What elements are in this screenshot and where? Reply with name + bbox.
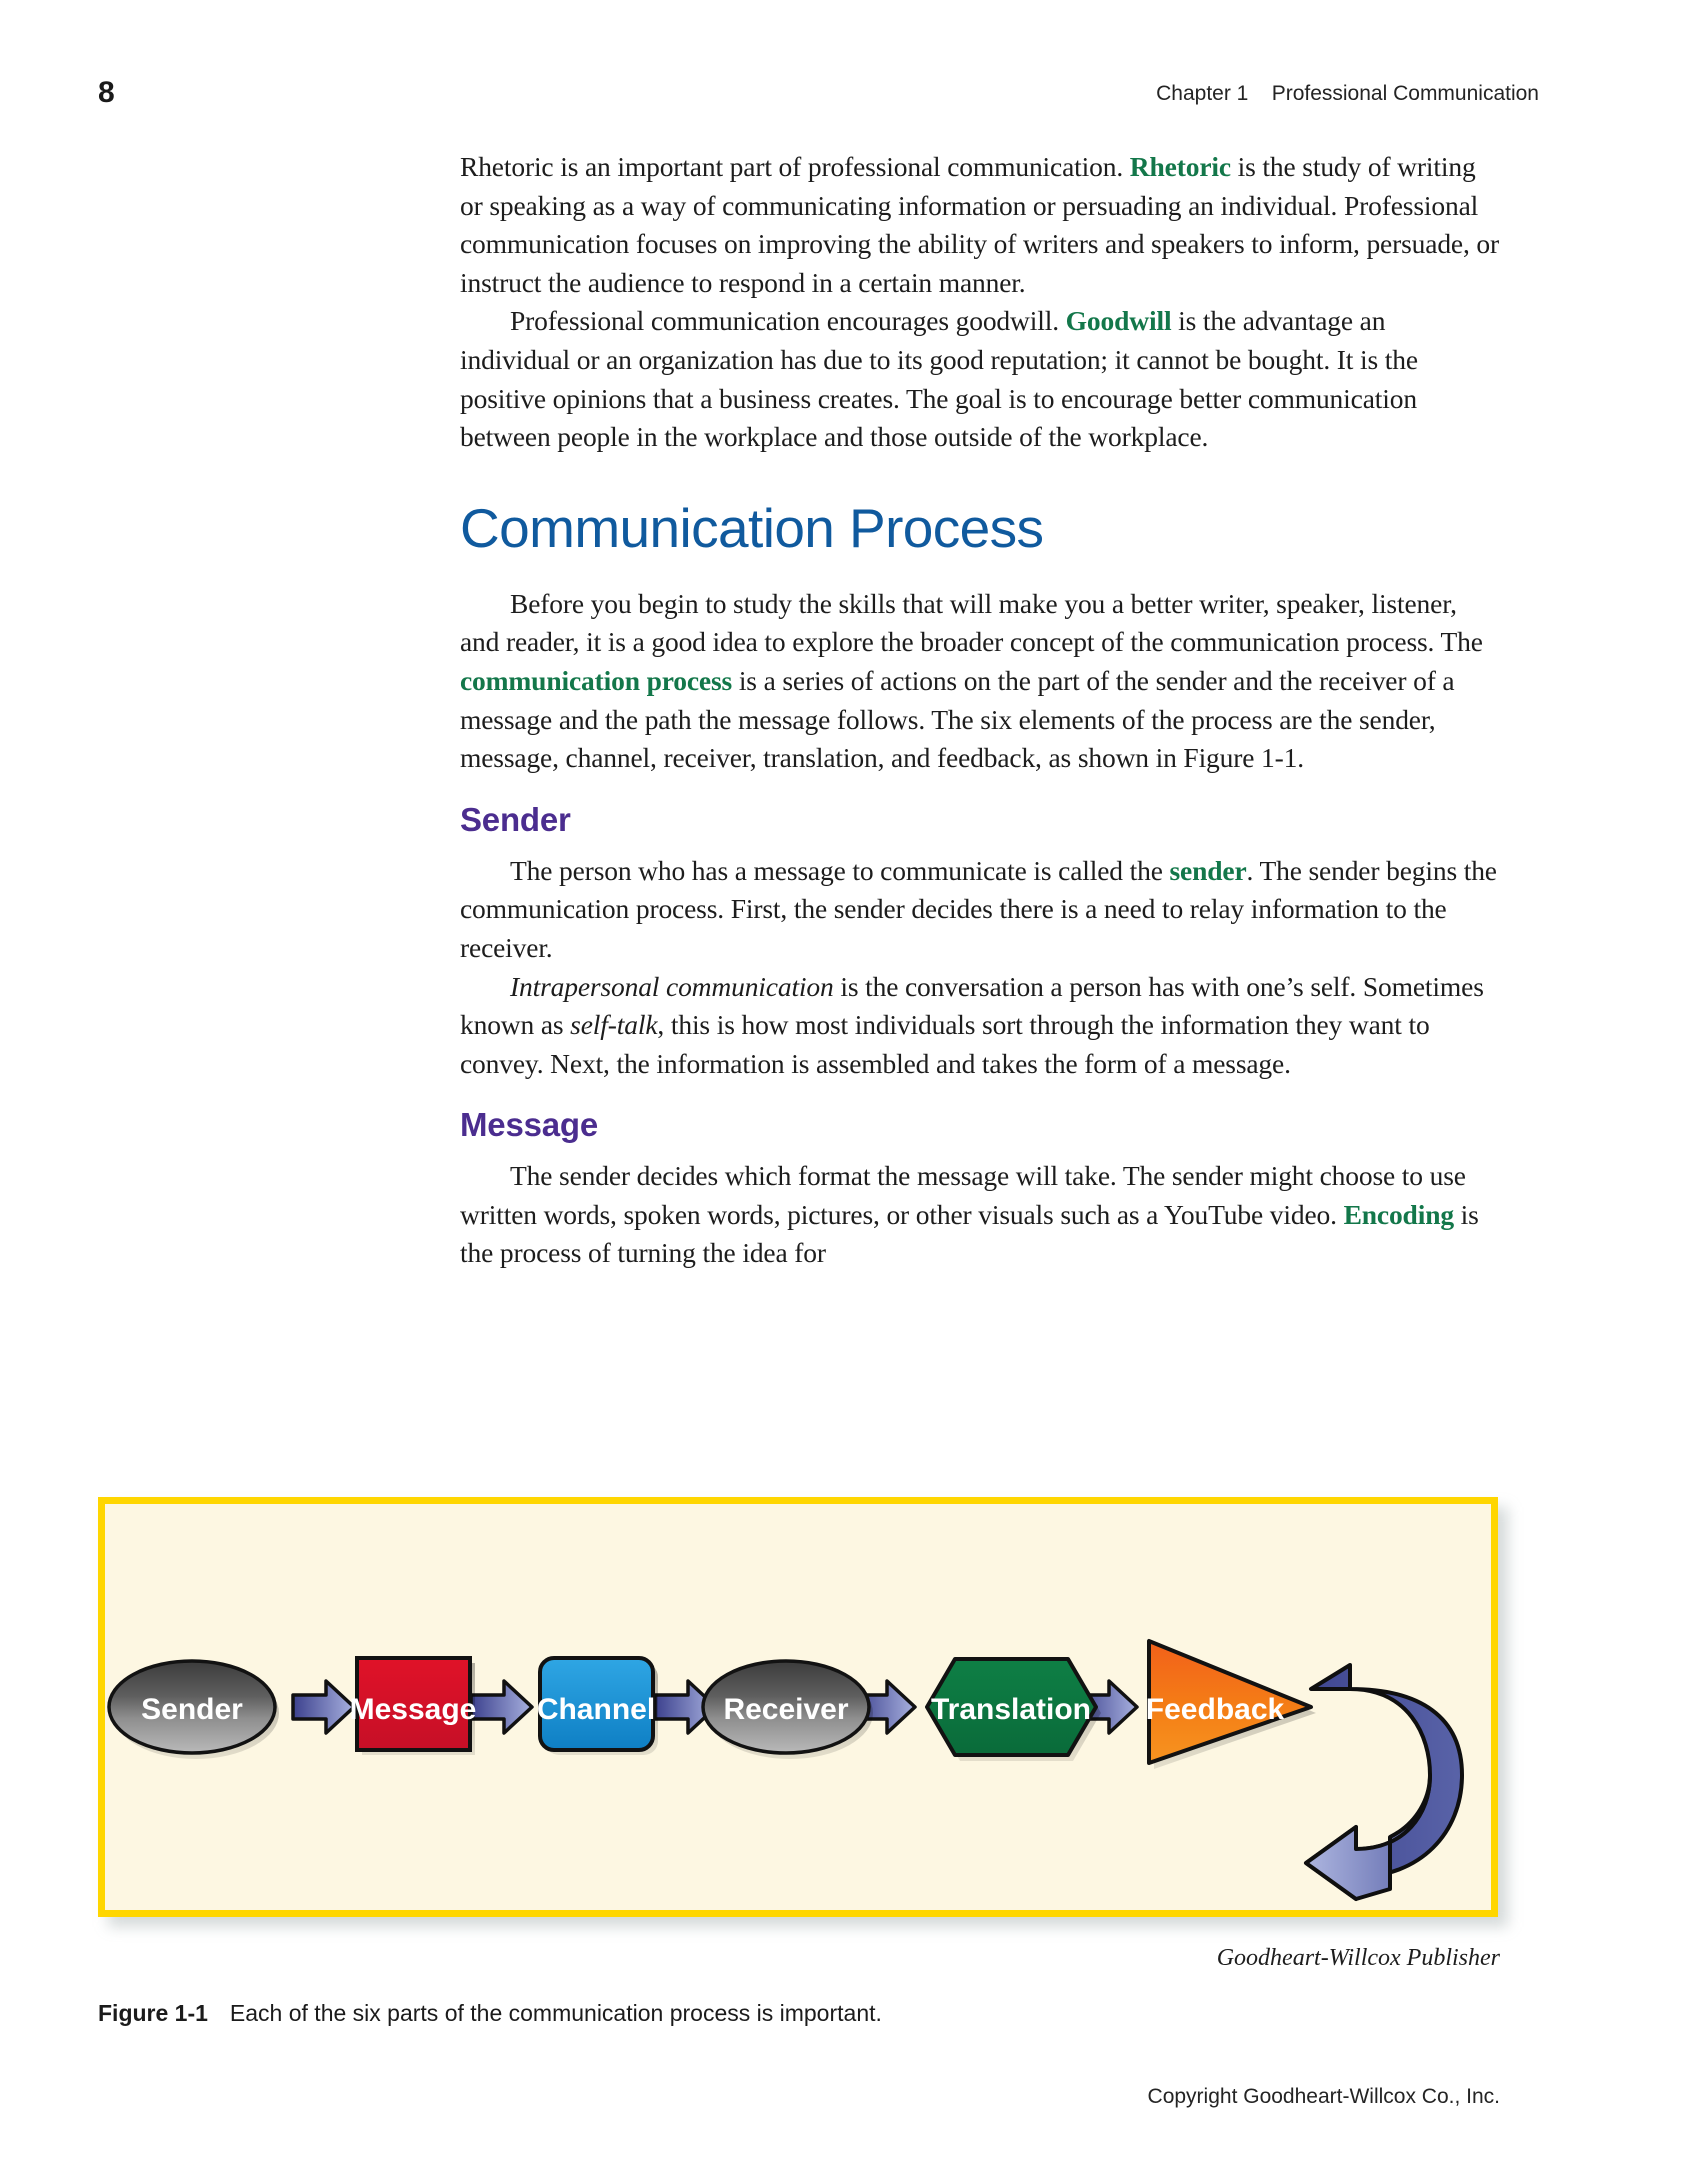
key-term-communication-process: communication process bbox=[460, 664, 733, 696]
paragraph-goodwill-before: Professional communication encourages goodwill. bbox=[510, 305, 1066, 337]
diagram-node-receiver-label: Receiver bbox=[723, 1693, 849, 1726]
diagram-node-channel-label: Channel bbox=[536, 1693, 656, 1726]
spacer-before-section-heading bbox=[460, 457, 1500, 497]
paragraph-sender-before: The person who has a message to communicate is called the bbox=[510, 854, 1170, 886]
sub-heading-sender: Sender bbox=[460, 800, 571, 838]
italic-term-self-talk: self-talk bbox=[570, 1009, 658, 1041]
paragraph-message-before: The sender decides which format the message will take. The sender might choose to use written words, spoken words, pictures, or other visuals such as a YouTube video. bbox=[460, 1160, 1466, 1230]
paragraph-goodwill bbox=[460, 302, 1500, 456]
paragraph-rhetoric-after: is the study of writing or speaking as a way of communicating information or persuading an individual. Professional communication focuses on improving the ability of writers and speakers to inform, persuade, or instruct the audience to respond in a certain manner. bbox=[460, 151, 1500, 298]
figure-caption bbox=[98, 2000, 1498, 2027]
figure-1-1 bbox=[98, 1497, 1498, 1917]
figure-caption-text: Each of the six parts of the communication process is important. bbox=[229, 2000, 882, 2026]
sub-heading-message: Message bbox=[460, 1106, 599, 1144]
figure-credit: Goodheart-Willcox Publisher bbox=[1216, 1945, 1500, 1971]
section-heading-communication-process: Communication Process bbox=[460, 496, 1044, 559]
diagram-node-receiver[interactable] bbox=[703, 1661, 873, 1759]
feedback-loop-arrow bbox=[1306, 1665, 1462, 1899]
spacer-after-sender-heading bbox=[460, 840, 1500, 852]
italic-term-intrapersonal-communication: Intrapersonal communication bbox=[510, 970, 834, 1002]
key-term-encoding: Encoding bbox=[1343, 1198, 1454, 1230]
diagram-node-message-label: Message bbox=[349, 1693, 477, 1726]
key-term-rhetoric: Rhetoric bbox=[1129, 151, 1231, 182]
paragraph-goodwill-after: is the advantage an individual or an organization has due to its good reputation; it cannot be bought. It is the positive opinions that a business creates. The goal is to encourage better communication between people in the workplace and those outside of the workplace. bbox=[460, 305, 1418, 453]
arrow-sender-to-message bbox=[293, 1681, 354, 1733]
spacer-after-message-heading bbox=[460, 1145, 1500, 1157]
key-term-sender: sender bbox=[1169, 854, 1247, 886]
key-term-goodwill: Goodwill bbox=[1065, 305, 1172, 337]
spacer-before-sender-heading bbox=[460, 778, 1500, 800]
diagram-node-channel[interactable] bbox=[537, 1658, 658, 1755]
paragraph-communication-process bbox=[460, 585, 1500, 778]
diagram-node-feedback-label: Feedback bbox=[1145, 1693, 1285, 1726]
paragraph-sender-definition bbox=[460, 852, 1500, 968]
figure-caption-label: Figure 1-1 bbox=[98, 2000, 208, 2026]
paragraph-message-format bbox=[460, 1157, 1500, 1273]
arrow-message-to-channel bbox=[471, 1681, 532, 1733]
page-number: 8 bbox=[98, 76, 115, 109]
paragraph-message-after: is the process of turning the idea for bbox=[460, 1198, 1479, 1269]
chapter-running-title: Chapter 1 Professional Communication bbox=[1156, 82, 1539, 105]
spacer-before-message-heading bbox=[460, 1083, 1500, 1105]
paragraph-intrapersonal-after: , this is how most individuals sort through the information they want to convey. Next, the information is assembled and takes the form of a message. bbox=[460, 1009, 1430, 1079]
copyright-notice: Copyright Goodheart-Willcox Co., Inc. bbox=[1147, 2085, 1500, 2108]
diagram-node-translation[interactable] bbox=[927, 1659, 1101, 1761]
communication-process-diagram bbox=[98, 1497, 1498, 1917]
paragraph-cp-before: Before you begin to study the skills that will make you a better writer, speaker, listener, and reader, it is a good idea to explore the broader concept of the communication process. The bbox=[460, 587, 1483, 658]
paragraph-sender-after: . The sender begins the communication process. First, the sender decides there is a need to relay information to the receiver. bbox=[460, 854, 1497, 963]
diagram-node-feedback[interactable] bbox=[1146, 1641, 1316, 1769]
diagram-node-sender-label: Sender bbox=[141, 1693, 243, 1726]
paragraph-rhetoric-before: Rhetoric is an important part of professional communication. bbox=[460, 151, 1130, 182]
diagram-node-sender[interactable] bbox=[109, 1661, 279, 1759]
diagram-node-message[interactable] bbox=[350, 1658, 477, 1755]
running-head bbox=[0, 76, 1699, 116]
paragraph-intrapersonal bbox=[460, 968, 1500, 1084]
diagram-node-translation-label: Translation bbox=[930, 1693, 1092, 1726]
paragraph-intrapersonal-middle: is the conversation a person has with one’s self. Sometimes known as bbox=[460, 970, 1484, 1041]
paragraph-rhetoric bbox=[460, 148, 1500, 302]
paragraph-cp-after: is a series of actions on the part of the sender and the receiver of a message and the path the message follows. The six elements of the process are the sender, message, channel, receiver, translation, and feedback, as shown in Figure 1-1. bbox=[460, 664, 1455, 774]
text-column bbox=[460, 148, 1500, 1273]
spacer-after-section-heading bbox=[460, 559, 1500, 585]
